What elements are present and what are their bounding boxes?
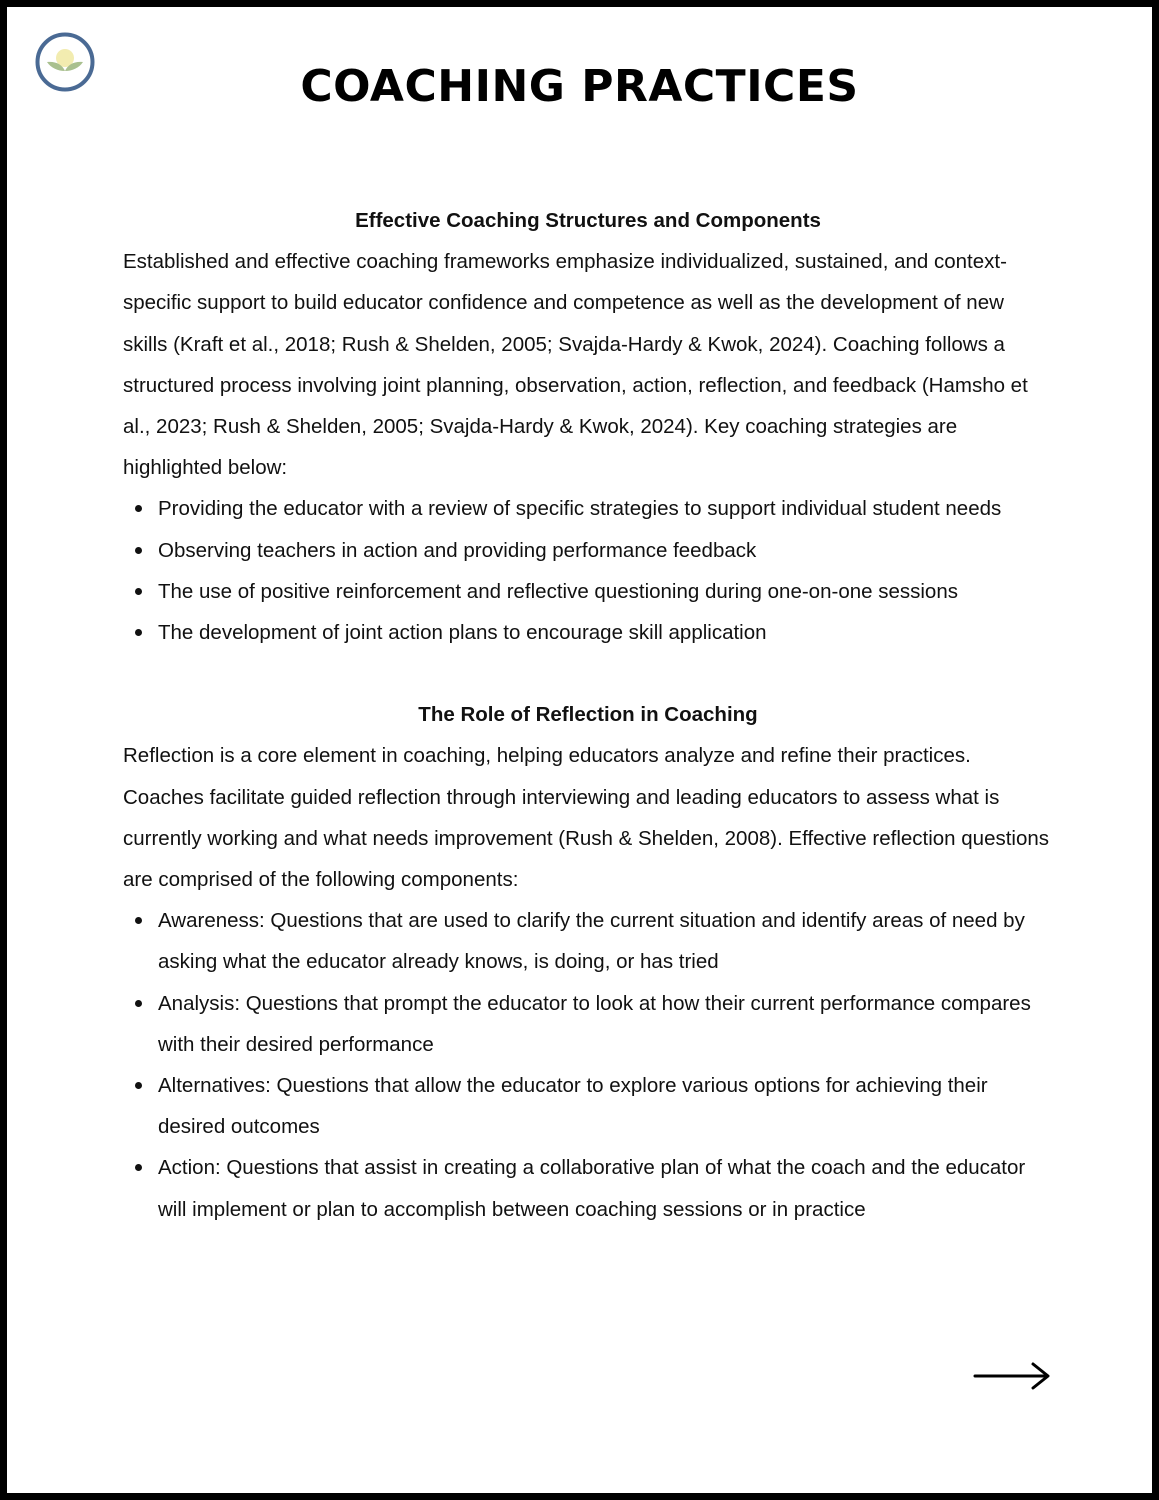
list-item: Observing teachers in action and providing performance feedback	[158, 530, 1053, 571]
list-item: Providing the educator with a review of specific strategies to support individual student needs	[158, 488, 1053, 529]
section-heading: Effective Coaching Structures and Components	[355, 209, 821, 232]
section-heading: The Role of Reflection in Coaching	[418, 703, 758, 727]
bullet-list	[123, 488, 1053, 653]
arrow-right-icon[interactable]	[973, 1361, 1053, 1391]
section-paragraph: Established and effective coaching frameworks emphasize individualized, sustained, and context-specific support to build educator confidence and competence as well as the development of new skills (Kraft et al., 2018; Rush & Shelden, 2005; Svajda-Hardy & Kwok, 2024). Coaching follows a structured process involving joint planning, observation, action, reflection, and feedback (Hamsho et al., 2023; Rush & Shelden, 2005; Svajda-Hardy & Kwok, 2024). Key coaching strategies are highlighted below:	[123, 250, 1028, 480]
list-item: The use of positive reinforcement and reflective questioning during one-on-one sessions	[158, 571, 1053, 612]
list-item: Alternatives: Questions that allow the educator to explore various options for achieving their desired outcomes	[158, 1065, 1053, 1147]
list-item: Awareness: Questions that are used to clarify the current situation and identify areas of need by asking what the educator already knows, is doing, or has tried	[158, 900, 1053, 982]
bullet-list	[123, 900, 1053, 1230]
list-item: Analysis: Questions that prompt the educator to look at how their current performance compares with their desired performance	[158, 983, 1053, 1065]
section-paragraph: Reflection is a core element in coaching, helping educators analyze and refine their practices. Coaches facilitate guided reflection through interviewing and leading educators to assess what is currently working and what needs improvement (Rush & Shelden, 2008). Effective reflection questions are comprised of the following components:	[123, 744, 1050, 892]
list-item: Action: Questions that assist in creating a collaborative plan of what the coach and the educator will implement or plan to accomplish between coaching sessions or in practice	[158, 1147, 1053, 1229]
list-item: The development of joint action plans to encourage skill application	[158, 612, 1053, 653]
page-title: COACHING PRACTICES	[300, 61, 859, 112]
content-body	[123, 200, 1053, 1230]
